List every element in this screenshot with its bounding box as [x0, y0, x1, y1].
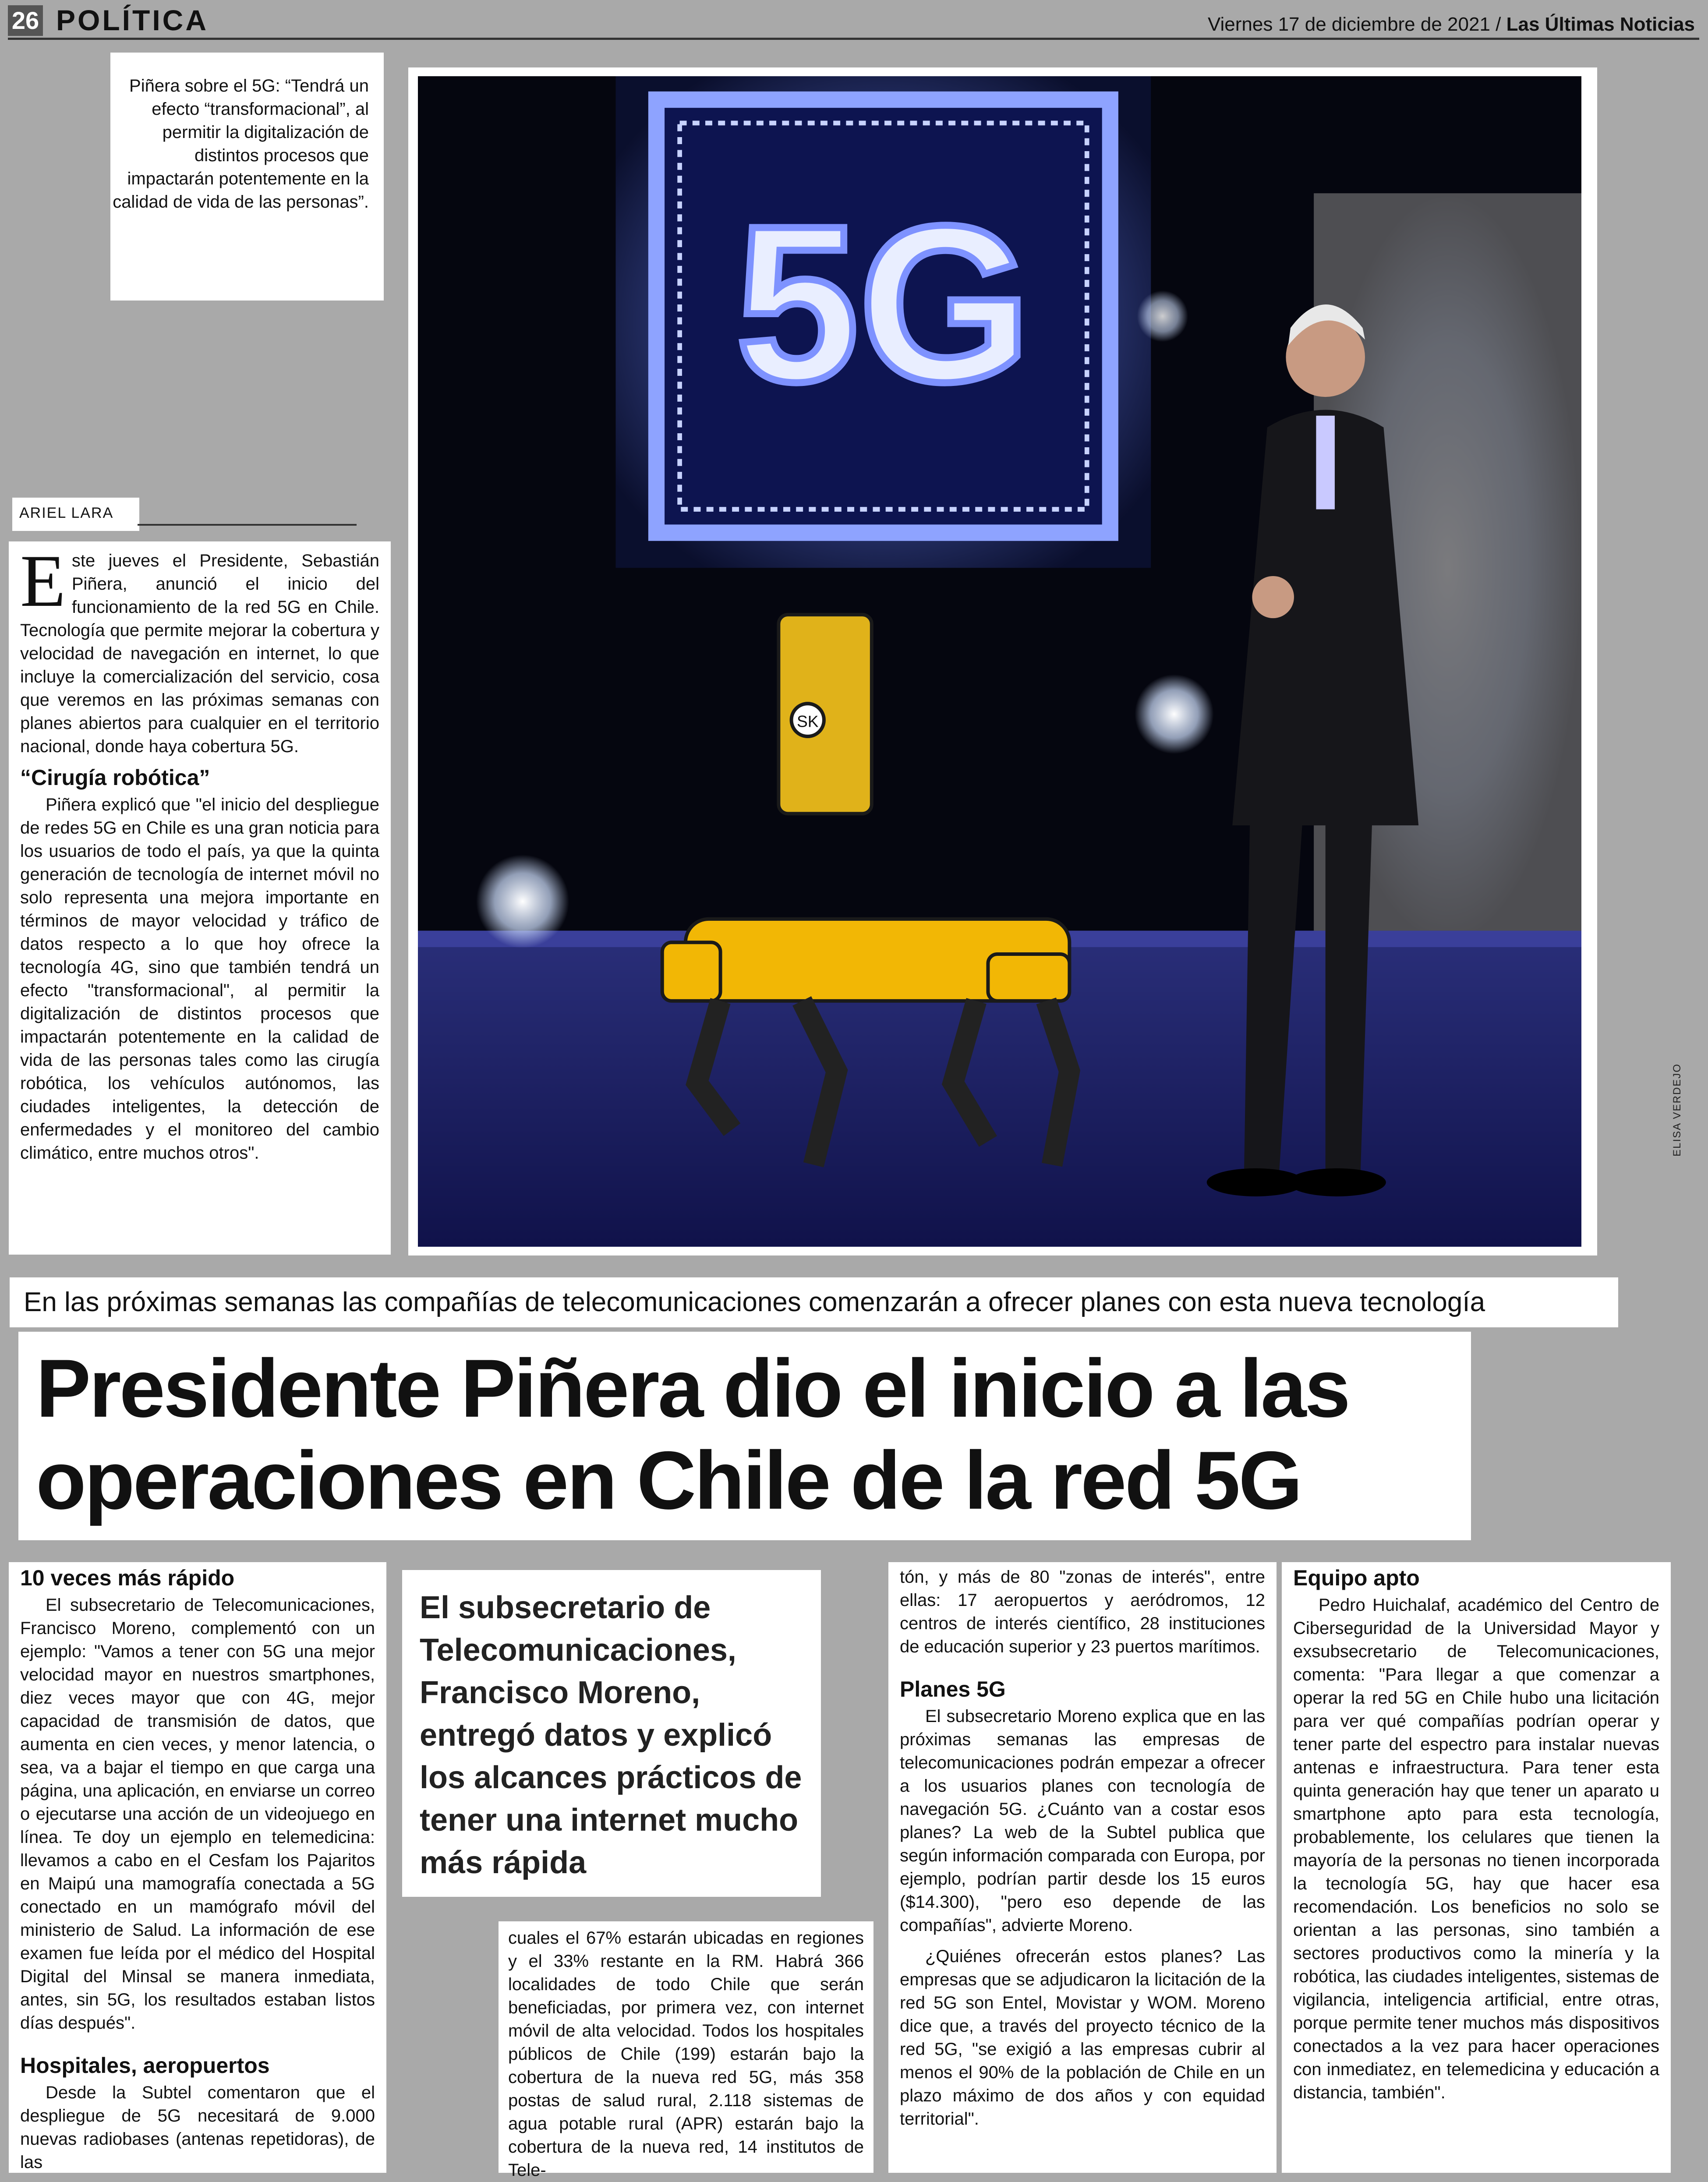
kicker: En las próximas semanas las compañías de telecomunicaciones comenzarán a ofrecer planes con esta nueva tecnología [10, 1277, 1618, 1327]
intro-paragraph [20, 540, 379, 758]
photo-credit: ELISA VERDEJO [1671, 1063, 1683, 1156]
paragraph: cuales el 67% estarán ubicadas en regiones y el 33% restante en la RM. Habrá 366 localidades de todo Chile que serán beneficiadas, por primera vez, con internet móvil de alta velocidad. Todos los hospitales públicos de Chile (199) estarán bajo la cobertura de la nueva red 5G, más 358 postas de salud rural, 2.118 sistemas de agua potable rural (APR) estarán bajo la cobertura de la nueva red, 14 institutos de Tele- [508, 1928, 864, 2180]
highlight-quote-box [402, 1570, 821, 1897]
highlight-quote: El subsecretario de Telecomunicaciones, Francisco Moreno, entregó datos y explicó los alcances prácticos de tener una internet mucho más rápida [420, 1590, 802, 1880]
main-photo [418, 76, 1581, 1247]
subhead-cirugia: “Cirugía robótica” [20, 765, 210, 790]
headline-box [18, 1332, 1471, 1540]
subhead-10-veces: 10 veces más rápido [20, 1566, 235, 1590]
headline: Presidente Piñera dio el inicio a las operaciones en Chile de la red 5G [36, 1342, 1349, 1526]
5g-sign-text: 5G [736, 180, 1031, 428]
article-column-1 [9, 541, 391, 1255]
publication-name: Las Últimas Noticias [1506, 14, 1695, 35]
paragraph: tón, y más de 80 "zonas de interés", entre ellas: 17 aeropuertos y aeródromos, 12 centros de interés científico, 28 instituciones de educación superior y 23 puertos marítimos. [900, 1567, 1265, 1656]
body-paragraph: Piñera explicó que "el inicio del despliegue de redes 5G en Chile es una gran noticia para los usuarios de todo el país, ya que la quinta generación de tecnología de internet móvil no solo representa una mejora importante en términos de mayor velocidad y tráfico de datos respecto a lo que hoy ofrece la tecnología 4G, sino que también tendrá un efecto "transformacional", al permitir la digitalización de distintos procesos que impactarán potentemente en la calidad de vida de las personas tales como las cirugía robótica, los vehículos autónomos, las ciudades inteligentes, la detección de enfermedades y el monitoreo del cambio climático, entre muchos otros". [20, 795, 379, 1163]
intro-text: ste jueves el Presidente, Sebastián Piñera, anunció el inicio del funcionamiento de la red 5G en Chile. Tecnología que permite mejorar la cobertura y velocidad de navegación en internet, lo que incluye la comercialización del servicio, cosa que veremos en las próximas semanas con planes abiertos para cualquier en el territorio nacional, donde haya cobertura 5G. [20, 551, 379, 756]
paragraph: ¿Quiénes ofrecerán estos planes? Las empresas que se adjudicaron la licitación de la red 5G son Entel, Movistar y WOM. Moreno dice que, a través del proyecto técnico de la red 5G, "se exigió a las empresas cubrir al menos el 90% de la población de Chile en un plazo máximo de dos años y con equidad territorial". [900, 1947, 1265, 2129]
subhead-hospitales: Hospitales, aeropuertos [20, 2053, 270, 2078]
issue-date: Viernes 17 de diciembre de 2021 / [1207, 14, 1501, 35]
robot-badge: SK [796, 712, 819, 731]
paragraph: Pedro Huichalaf, académico del Centro de Ciberseguridad de la Universidad Mayor y exsubsecretario de Telecomunicaciones, comenta: "Para llegar a que comenzar a operar la red 5G en Chile hubo una licitación para ver qué compañías podrían operar y tener parte del espectro para instalar nuevas antenas e infraestructura. Para tener esta quinta generación hay que tener un aparato u smartphone apto para esta tecnología, probablemente, los celulares que tienen la mayoría de la personas no tienen incorporada la tecnología 5G, hay que hacer esa recomendación. Los beneficios no solo se orientan a las personas, sino también a sectores productivos como la minería y la robótica, las ciudades inteligentes, sistemas de vigilancia, inteligencia artificial, entre otras, porque permite tener muchos más dispositivos conectados a la vez para hacer operaciones con inmediatez, en telemedicina y educación a distancia, también". [1293, 1595, 1660, 2102]
stage-light-right [1135, 674, 1214, 754]
stage-light-left [476, 855, 569, 948]
article-column-5 [1282, 1562, 1671, 2173]
subhead-equipo-apto: Equipo apto [1293, 1566, 1420, 1590]
paragraph: Desde la Subtel comentaron que el despliegue de 5G necesitará de 9.000 nuevas radiobases (antenas repetidoras), de las [20, 2083, 375, 2172]
pull-quote-box [110, 53, 384, 301]
byline-rule [138, 524, 357, 526]
issue-date-line [1208, 11, 1695, 38]
paragraph: El subsecretario Moreno explica que en las próximas semanas las empresas de telecomunicaciones podrán empezar a ofrecer a los usuarios planes con tecnología de navegación 5G. ¿Cuánto van a costar esos planes? La web de la Subtel publica que según información comparada con Europa, por ejemplo, podrían partir desde los 15 euros ($14.300), "pero eso depende de las compañías", advierte Moreno. [900, 1707, 1265, 1935]
article-column-2 [9, 1562, 386, 2173]
page-number: 26 [8, 5, 43, 36]
byline: ARIEL LARA [12, 498, 139, 531]
main-photo-frame [408, 67, 1597, 1255]
pull-quote-text: Piñera sobre el 5G: “Tendrá un efecto “transformacional”, al permitir la digitalización de distintos procesos que impactarán potentemente en la calidad de vida de las personas”. [113, 76, 369, 212]
article-column-4 [888, 1562, 1277, 2173]
paragraph: El subsecretario de Telecomunicaciones, Francisco Moreno, complementó con un ejemplo: "Vamos a tener con 5G una mejor velocidad mayor en nuestros smartphones, diez veces mayor que con 4G, mejor capacidad de transmisión de datos, que aumenta en cien veces, y menor latencia, o sea, va a bajar el tiempo en que carga una página, una aplicación, en enviarse un correo o ejecutarse una acción de un videojuego en línea. Te doy un ejemplo en telemedicina: llevamos a cabo en el Cesfam los Pajaritos en Maipú una mamografía conectada a 5G conectado en un mamógrafo móvil del ministerio de Salud. La información de ese examen fue leída por el médico del Hospital Digital del Minsal se manera inmediata, antes, sin 5G, los resultados estaban listos días después". [20, 1595, 375, 2033]
subhead-planes-5g: Planes 5G [900, 1677, 1006, 1701]
section-title: POLÍTICA [56, 4, 209, 36]
header-rule [8, 38, 1699, 40]
drop-cap: E [20, 540, 66, 622]
article-column-3 [499, 1921, 873, 2180]
